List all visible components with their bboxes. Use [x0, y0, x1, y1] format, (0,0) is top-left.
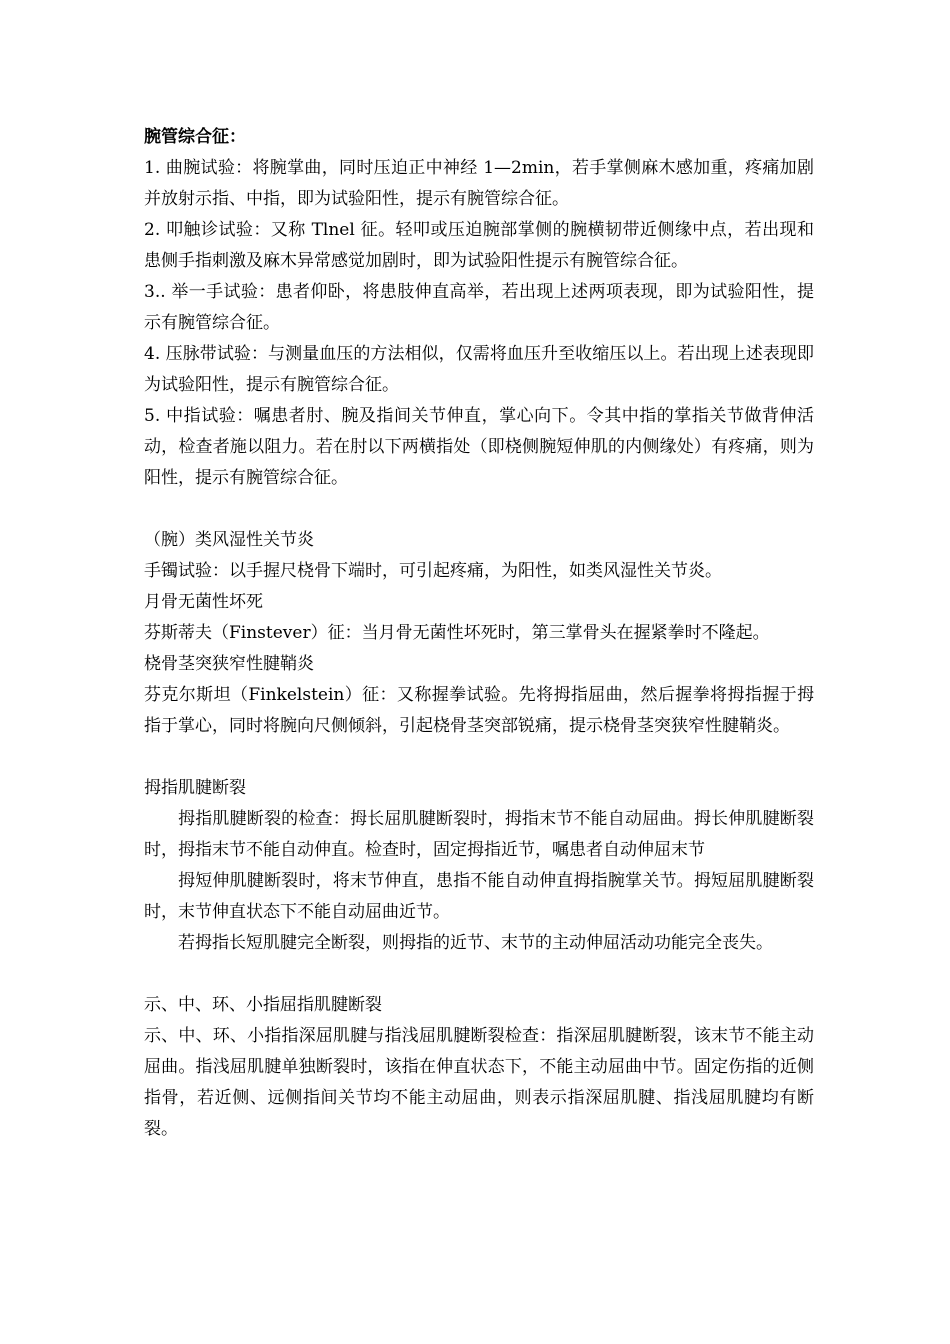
heading-thumb-tendon: 拇指肌腱断裂 — [144, 778, 246, 798]
test-item-4: 4. 压脉带试验：与测量血压的方法相似，仅需将血压升至收缩压以上。若出现上述表现即为试验阳性，提示有腕管综合征。 — [144, 344, 814, 395]
section-title-carpal-tunnel: 腕管综合征： — [144, 127, 246, 147]
test-item-1: 1. 曲腕试验：将腕掌曲，同时压迫正中神经 1—2min，若手掌侧麻木感加重，疼痛加剧并放射示指、中指，即为试验阳性，提示有腕管综合征。 — [144, 158, 814, 209]
spacer — [144, 959, 814, 990]
bracelet-test: 手镯试验：以手握尺桡骨下端时，可引起疼痛，为阳性，如类风湿性关节炎。 — [144, 561, 722, 581]
test-item-2: 2. 叩触诊试验：又称 Tlnel 征。轻叩或压迫腕部掌侧的腕横韧带近侧缘中点，若出现和患侧手指刺激及麻木异常感觉加剧时，即为试验阳性提示有腕管综合征。 — [144, 220, 814, 271]
heading-rheumatoid-arthritis: （腕）类风湿性关节炎 — [144, 530, 314, 550]
heading-finger-flexor: 示、中、环、小指屈指肌腱断裂 — [144, 995, 382, 1015]
document-page — [144, 122, 814, 1145]
test-item-3: 3.. 举一手试验：患者仰卧，将患肢伸直高举，若出现上述两项表现，即为试验阳性，提示有腕管综合征。 — [144, 282, 814, 333]
finkelstein-sign: 芬克尔斯坦（Finkelstein）征：又称握拳试验。先将拇指屈曲，然后握拳将拇指握于拇指于掌心，同时将腕向尺侧倾斜，引起桡骨茎突部锐痛，提示桡骨茎突狭窄性腱鞘炎。 — [144, 685, 814, 736]
spacer — [144, 742, 814, 773]
spacer — [144, 494, 814, 525]
heading-de-quervain: 桡骨茎突狭窄性腱鞘炎 — [144, 654, 314, 674]
test-item-5: 5. 中指试验：嘱患者肘、腕及指间关节伸直，掌心向下。令其中指的掌指关节做背伸活动，检查者施以阻力。若在肘以下两横指处（即桡侧腕短伸肌的内侧缘处）有疼痛，则为阳性，提示有腕管综合征。 — [144, 406, 814, 488]
finger-flexor-paragraph: 示、中、环、小指指深屈肌腱与指浅屈肌腱断裂检查：指深屈肌腱断裂，该末节不能主动屈曲。指浅屈肌腱单独断裂时，该指在伸直状态下，不能主动屈曲中节。固定伤指的近侧指骨，若近侧、远侧指间关节均不能主动屈曲，则表示指深屈肌腱、指浅屈肌腱均有断裂。 — [144, 1026, 814, 1139]
thumb-tendon-paragraph-3: 若拇指长短肌腱完全断裂，则拇指的近节、末节的主动伸屈活动功能完全丧失。 — [178, 933, 773, 953]
thumb-tendon-paragraph-2: 拇短伸肌腱断裂时，将末节伸直，患指不能自动伸直拇指腕掌关节。拇短屈肌腱断裂时，末节伸直状态下不能自动屈曲近节。 — [144, 871, 814, 922]
thumb-tendon-paragraph-1: 拇指肌腱断裂的检查：拇长屈肌腱断裂时，拇指末节不能自动屈曲。拇长伸肌腱断裂时，拇指末节不能自动伸直。检查时，固定拇指近节，嘱患者自动伸屈末节 — [144, 809, 814, 860]
heading-lunate-necrosis: 月骨无菌性坏死 — [144, 592, 263, 612]
finstever-sign: 芬斯蒂夫（Finstever）征：当月骨无菌性坏死时，第三掌骨头在握紧拳时不隆起。 — [144, 623, 770, 643]
